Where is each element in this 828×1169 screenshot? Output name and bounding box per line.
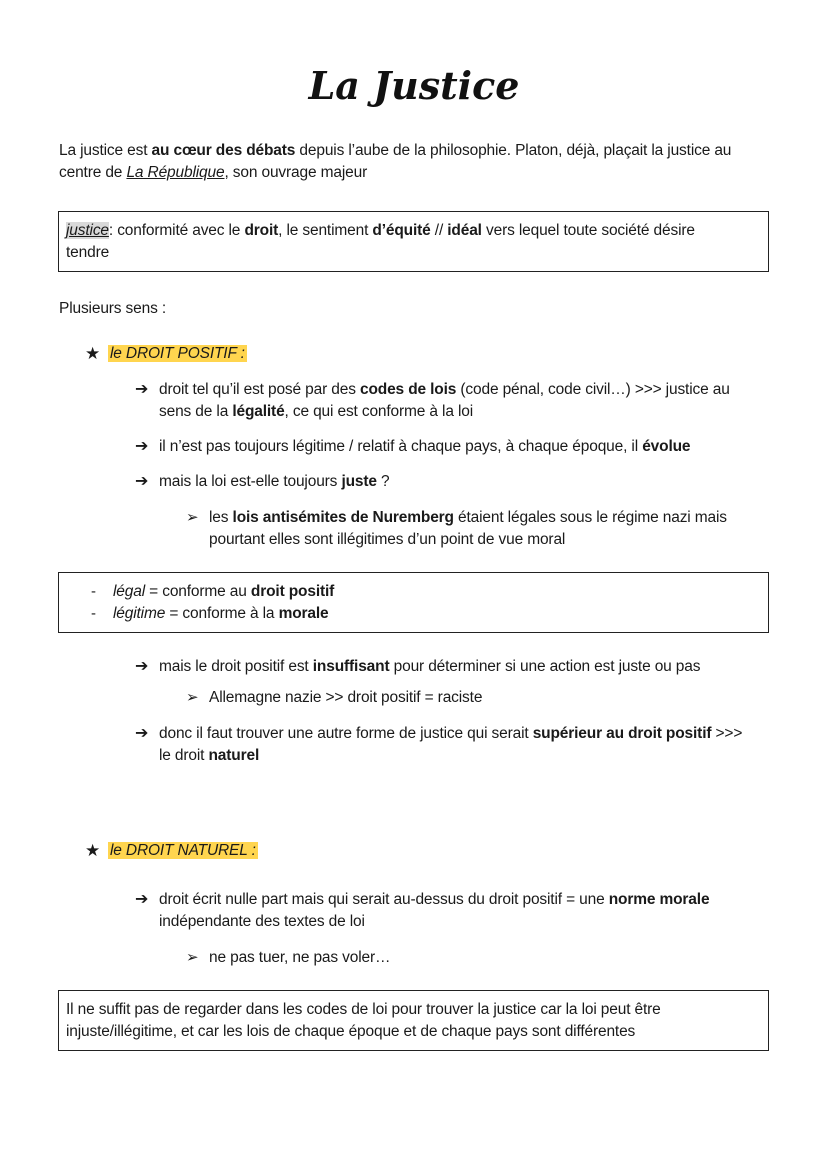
positif-point-1-line-1 — [159, 379, 730, 401]
definition-line-2: tendre — [66, 244, 110, 261]
box-bold: morale — [278, 605, 329, 622]
point-text: >>> — [711, 725, 743, 742]
point-text: (code pénal, code civil…) >>> justice au — [456, 381, 730, 398]
point-text: pour déterminer si une action est juste ou pas — [389, 658, 701, 675]
positif-point-2 — [159, 436, 690, 458]
star-icon: ★ — [85, 344, 101, 363]
intro-line-2 — [59, 162, 367, 184]
point-text: , ce qui est conforme à la loi — [284, 403, 474, 420]
positif-point-5-line-2 — [159, 745, 259, 767]
positif-sub-2: Allemagne nazie >> droit positif = raciste — [209, 689, 483, 706]
point-text: il n’est pas toujours légitime / relatif à chaque pays, à chaque époque, il — [159, 438, 643, 455]
definition-term: justice — [66, 222, 109, 239]
heading-highlight: le DROIT NATUREL : — [110, 842, 256, 859]
arrow-icon: ➔ — [135, 473, 149, 490]
intro-bold: au cœur des débats — [151, 142, 296, 159]
section-intro: Plusieurs sens : — [59, 300, 167, 317]
positif-point-4 — [159, 656, 700, 678]
arrow-icon: ➔ — [135, 891, 149, 908]
point-text: droit écrit nulle part mais qui serait au-dessus du droit positif = une — [159, 891, 609, 908]
point-text: les — [209, 509, 233, 526]
point-text: sens de la — [159, 403, 233, 420]
point-text: mais la loi est-elle toujours — [159, 473, 342, 490]
legal-line — [91, 581, 334, 603]
point-bold: légalité — [232, 403, 285, 420]
point-text: droit tel qu’il est posé par des — [159, 381, 360, 398]
dash-bullet: - — [91, 605, 96, 622]
point-text: ? — [376, 473, 390, 490]
point-bold: évolue — [642, 438, 691, 455]
box-text: = conforme au — [145, 583, 251, 600]
intro-line-1 — [59, 140, 731, 162]
point-text: mais le droit positif est — [159, 658, 313, 675]
conclusion-line-1: Il ne suffit pas de regarder dans les codes de loi pour trouver la justice car la loi peut être — [66, 1001, 661, 1018]
point-bold: naturel — [208, 747, 260, 764]
legitime-line — [91, 603, 329, 625]
point-bold: codes de lois — [359, 381, 457, 398]
star-icon: ★ — [85, 841, 101, 860]
arrow-icon: ➔ — [135, 381, 149, 398]
point-bold: lois antisémites de Nuremberg — [232, 509, 454, 526]
point-bold: insuffisant — [312, 658, 390, 675]
positif-point-3 — [159, 471, 390, 493]
positif-sub-1-line-2: pourtant elles sont illégitimes d’un point de vue moral — [209, 531, 566, 548]
dash-bullet: - — [91, 583, 96, 600]
naturel-point-1-line-1 — [159, 889, 709, 911]
triangle-bullet-icon: ➢ — [186, 509, 199, 526]
heading-droit-naturel — [108, 840, 258, 862]
intro-text: depuis l’aube de la philosophie. Platon, déjà, plaçait la justice au — [295, 142, 732, 159]
positif-point-5-line-1 — [159, 723, 742, 745]
point-bold: supérieur au droit positif — [532, 725, 712, 742]
arrow-icon: ➔ — [135, 725, 149, 742]
naturel-sub: ne pas tuer, ne pas voler… — [209, 949, 391, 966]
intro-text: centre de — [59, 164, 127, 181]
positif-sub-1-line-1 — [209, 507, 727, 529]
arrow-icon: ➔ — [135, 658, 149, 675]
definition-text: , le sentiment — [278, 222, 373, 239]
box-text: = conforme à la — [165, 605, 279, 622]
triangle-bullet-icon: ➢ — [186, 949, 199, 966]
point-bold: norme morale — [608, 891, 710, 908]
definition-text: : conformité avec le — [108, 222, 245, 239]
heading-highlight: le DROIT POSITIF : — [110, 345, 245, 362]
point-text: le droit — [159, 747, 209, 764]
positif-point-1-line-2 — [159, 401, 473, 423]
conclusion-line-2: injuste/illégitime, et car les lois de chaque époque et de chaque pays sont différentes — [66, 1023, 636, 1040]
definition-line-1 — [66, 220, 695, 242]
box-bold: droit positif — [250, 583, 335, 600]
triangle-bullet-icon: ➢ — [186, 689, 199, 706]
term-legal: légal — [113, 583, 145, 600]
point-text: donc il faut trouver une autre forme de justice qui serait — [159, 725, 533, 742]
definition-bold: droit — [244, 222, 279, 239]
definition-bold: idéal — [447, 222, 482, 239]
point-text: étaient légales sous le régime nazi mais — [453, 509, 727, 526]
book-title: La République — [126, 164, 225, 181]
point-bold: juste — [341, 473, 377, 490]
definition-bold: d’équité — [372, 222, 431, 239]
term-legitime: légitime — [113, 605, 166, 622]
intro-text: , son ouvrage majeur — [224, 164, 368, 181]
definition-text: vers lequel toute société désire — [481, 222, 695, 239]
intro-text: La justice est — [59, 142, 152, 159]
arrow-icon: ➔ — [135, 438, 149, 455]
page-title: La Justice — [308, 63, 520, 108]
heading-droit-positif — [108, 343, 247, 365]
naturel-point-1-line-2: indépendante des textes de loi — [159, 913, 365, 930]
definition-text: // — [430, 222, 448, 239]
